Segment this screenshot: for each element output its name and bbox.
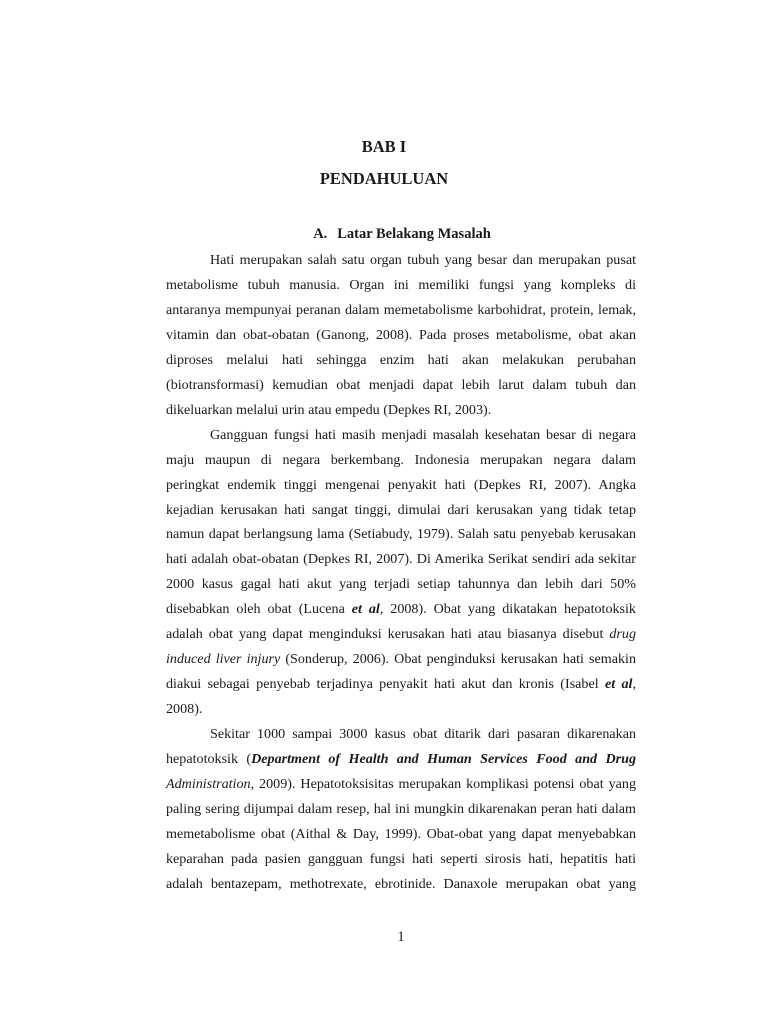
text-segment: 2000 kasus gagal hati akut yang terjadi setiap tahunnya dan lebih dari 50% xyxy=(166,576,636,593)
text-segment: keparahan pada pasien gangguan fungsi hati seperti sirosis hati, hepatitis hati xyxy=(166,850,636,867)
emphasis-text: et al xyxy=(604,676,633,693)
text-segment: (biotransformasi) kemudian obat menjadi dapat lebih larut dalam tubuh dan xyxy=(166,376,636,393)
text-line xyxy=(166,697,636,722)
section-heading xyxy=(0,226,768,243)
text-line xyxy=(166,348,636,373)
text-line xyxy=(166,273,636,298)
text-segment: Gangguan fungsi hati masih menjadi masalah kesehatan besar di negara xyxy=(210,426,636,443)
text-segment: memetabolisme obat (Aithal & Day, 1999). Obat-obat yang dapat menyebabkan xyxy=(166,825,636,842)
text-segment: , 2008). Obat yang dikatakan hepatotoksik xyxy=(379,601,636,618)
text-line xyxy=(166,498,636,523)
text-segment: maju maupun di negara berkembang. Indonesia merupakan negara dalam xyxy=(166,451,636,468)
text-segment: 2008). xyxy=(166,701,203,718)
text-line xyxy=(166,448,636,473)
text-line xyxy=(166,622,636,647)
text-line xyxy=(166,572,636,597)
text-line xyxy=(166,872,636,897)
text-line xyxy=(166,522,636,547)
text-line xyxy=(166,398,636,423)
text-segment: hepatotoksik ( xyxy=(166,751,252,768)
emphasis-text: drug xyxy=(609,626,636,643)
text-line xyxy=(166,298,636,323)
page-number: 1 xyxy=(397,929,405,945)
text-segment: diproses melalui hati sehingga enzim hati akan melakukan perubahan xyxy=(166,351,636,368)
text-segment: paling sering dijumpai dalam resep, hal ini mungkin dikarenakan peran hati dalam xyxy=(166,800,636,817)
text-segment: dikeluarkan melalui urin atau empedu (Depkes RI, 2003). xyxy=(166,401,492,418)
paragraph xyxy=(166,423,636,722)
text-segment: adalah obat yang dapat menginduksi kerusakan hati atau biasanya disebut xyxy=(166,626,610,643)
text-segment: namun dapat berlangsung lama (Setiabudy, 1979). Salah satu penyebab kerusakan xyxy=(166,526,636,543)
text-segment: adalah bentazepam, methotrexate, ebrotinide. Danaxole merupakan obat yang xyxy=(166,875,636,892)
text-segment: kejadian kerusakan hati sangat tinggi, dimulai dari kerusakan yang tidak tetap xyxy=(166,501,636,518)
text-segment: hati adalah obat-obatan (Depkes RI, 2007). Di Amerika Serikat sendiri ada sekitar xyxy=(166,551,636,568)
text-line xyxy=(166,473,636,498)
chapter-title: PENDAHULUAN xyxy=(319,169,449,188)
text-line xyxy=(166,547,636,572)
emphasis-text: Department of Health and Human Services Food and Drug xyxy=(251,751,636,768)
section-title: Latar Belakang Masalah xyxy=(337,226,491,242)
emphasis-text: Administration xyxy=(166,776,251,793)
text-segment: diakui sebagai penyebab terjadinya penyakit hati akut dan kronis (Isabel xyxy=(166,676,605,693)
text-line xyxy=(166,597,636,622)
text-line xyxy=(166,672,636,697)
text-line xyxy=(166,722,636,747)
text-segment: metabolisme tubuh manusia. Organ ini memiliki fungsi yang kompleks di xyxy=(166,276,636,293)
text-segment: antaranya mempunyai peranan dalam memetabolisme karbohidrat, protein, lemak, xyxy=(166,301,636,318)
text-line xyxy=(166,747,636,772)
text-segment: , xyxy=(632,676,636,693)
chapter-number: BAB I xyxy=(361,137,407,156)
body-text xyxy=(166,248,636,897)
text-segment: disebabkan oleh obat (Lucena xyxy=(166,601,352,618)
text-segment: (Sonderup, 2006). Obat penginduksi kerusakan hati semakin xyxy=(280,651,636,668)
text-segment: Hati merupakan salah satu organ tubuh yang besar dan merupakan pusat xyxy=(210,252,636,268)
text-segment: , 2009). Hepatotoksisitas merupakan komplikasi potensi obat yang xyxy=(250,776,636,793)
text-segment: vitamin dan obat-obatan (Ganong, 2008). Pada proses metabolisme, obat akan xyxy=(166,326,636,343)
text-line xyxy=(166,822,636,847)
text-segment: Sekitar 1000 sampai 3000 kasus obat ditarik dari pasaran dikarenakan xyxy=(210,726,636,743)
paragraph xyxy=(166,248,636,423)
text-line xyxy=(166,423,636,448)
text-line xyxy=(166,797,636,822)
emphasis-text: et al xyxy=(351,601,380,618)
paragraph xyxy=(166,722,636,897)
text-line xyxy=(166,248,636,273)
text-line xyxy=(166,373,636,398)
emphasis-text: induced liver injury xyxy=(166,651,281,668)
text-line xyxy=(166,772,636,797)
section-letter: A. xyxy=(313,226,328,242)
text-line xyxy=(166,847,636,872)
text-line xyxy=(166,647,636,672)
text-segment: peringkat endemik tinggi mengenai penyakit hati (Depkes RI, 2007). Angka xyxy=(166,476,636,493)
text-line xyxy=(166,323,636,348)
